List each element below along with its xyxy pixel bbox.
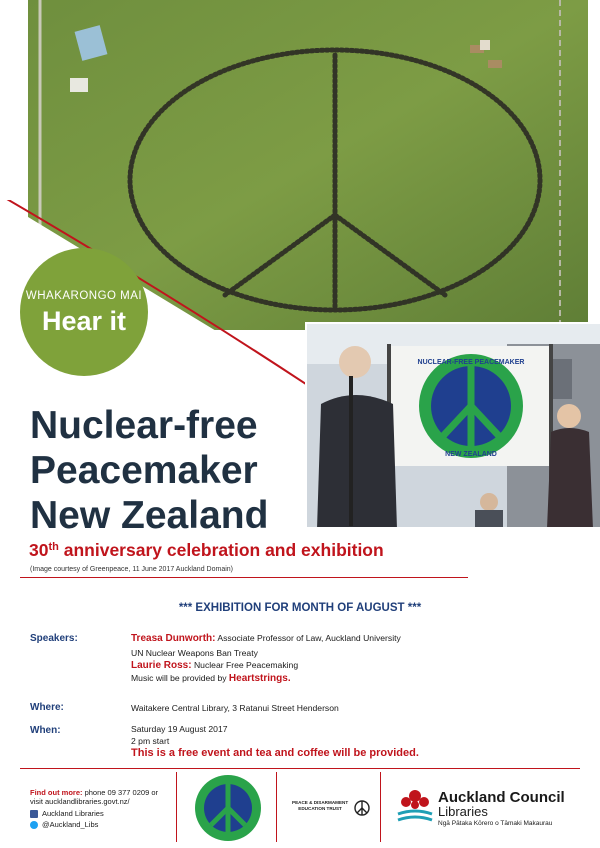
speaker-2: [131, 660, 298, 671]
social-links: [30, 808, 104, 830]
footer-separator: [380, 772, 381, 842]
title-line-1: Nuclear-free: [30, 404, 258, 447]
facebook-label: Auckland Libraries: [42, 809, 104, 818]
anniversary-text: anniversary celebration and exhibition: [63, 540, 384, 560]
divider: [20, 577, 468, 578]
speaker-with-banner-illustration: [307, 324, 600, 527]
twitter-icon: [30, 821, 38, 829]
find-website[interactable]: visit aucklandlibraries.govt.nz/: [30, 797, 130, 806]
music-prefix: Music will be provided by: [131, 673, 227, 683]
auckland-council-pohutukawa-icon: [394, 786, 436, 828]
twitter-link[interactable]: [30, 819, 104, 830]
footer-divider: [20, 768, 580, 769]
peace-trust-emblem-icon: [354, 800, 370, 816]
find-out-more: [30, 788, 158, 806]
where-label: Where:: [30, 702, 64, 713]
anniversary-number: 30: [29, 540, 49, 560]
peace-trust-line-2: EDUCATION TRUST: [298, 806, 342, 811]
when-date: Saturday 19 August 2017: [131, 724, 228, 734]
title-line-2: Peacemaker: [30, 449, 258, 492]
nuclear-free-peacemaker-logo: [194, 774, 262, 842]
badge-subtitle: WHAKARONGO MAI: [25, 290, 143, 302]
banner-bottom-text: NEW ZEALAND: [445, 451, 497, 458]
when-label: When:: [30, 725, 61, 736]
title-line-3: New Zealand: [30, 494, 269, 537]
maori-name: Ngā Pātaka Kōrero o Tāmaki Makaurau: [438, 820, 553, 827]
speaker-1-role-2: UN Nuclear Weapons Ban Treaty: [131, 648, 258, 658]
when-time: 2 pm start: [131, 736, 170, 746]
image-credit: (Image courtesy of Greenpeace, 11 June 2017 Auckland Domain): [30, 566, 233, 573]
twitter-label: @Auckland_Libs: [42, 820, 99, 829]
find-label: Find out more:: [30, 788, 83, 797]
where-value: Waitakere Central Library, 3 Ratanui Street Henderson: [131, 703, 339, 713]
hear-it-badge: [20, 248, 148, 376]
anniversary-suffix: th: [48, 541, 59, 553]
music-name: Heartstrings.: [228, 673, 291, 684]
auckland-council-libraries-logo: [438, 789, 565, 827]
speaker-2-role: Nuclear Free Peacemaking: [193, 660, 299, 670]
speaker-1: [131, 633, 401, 644]
music-line: [131, 673, 291, 684]
facebook-icon: [30, 810, 38, 818]
peace-disarmament-trust-logo: [292, 800, 348, 812]
speaker-1-name: Treasa Dunworth:: [131, 633, 216, 644]
find-phone: phone 09 377 0209 or: [84, 788, 158, 797]
event-photo: [305, 322, 600, 527]
council-name: Auckland Council: [438, 789, 565, 806]
exhibition-heading: *** EXHIBITION FOR MONTH OF AUGUST ***: [178, 602, 422, 614]
free-event-note: This is a free event and tea and coffee will be provided.: [131, 747, 419, 759]
event-title: [30, 403, 268, 538]
speaker-1-role: Associate Professor of Law, Auckland University: [217, 633, 401, 643]
libraries-name: Libraries: [438, 804, 488, 819]
peace-trust-line-1: PEACE & DISARMAMENT: [292, 800, 349, 805]
footer-separator: [176, 772, 177, 842]
speaker-2-name: Laurie Ross:: [131, 660, 192, 671]
footer-separator: [276, 772, 277, 842]
banner-top-text: NUCLEAR-FREE PEACEMAKER: [417, 359, 525, 366]
facebook-link[interactable]: [30, 808, 104, 819]
speakers-label: Speakers:: [30, 633, 78, 644]
badge-title: Hear it: [41, 306, 127, 336]
anniversary-heading: [29, 540, 384, 561]
